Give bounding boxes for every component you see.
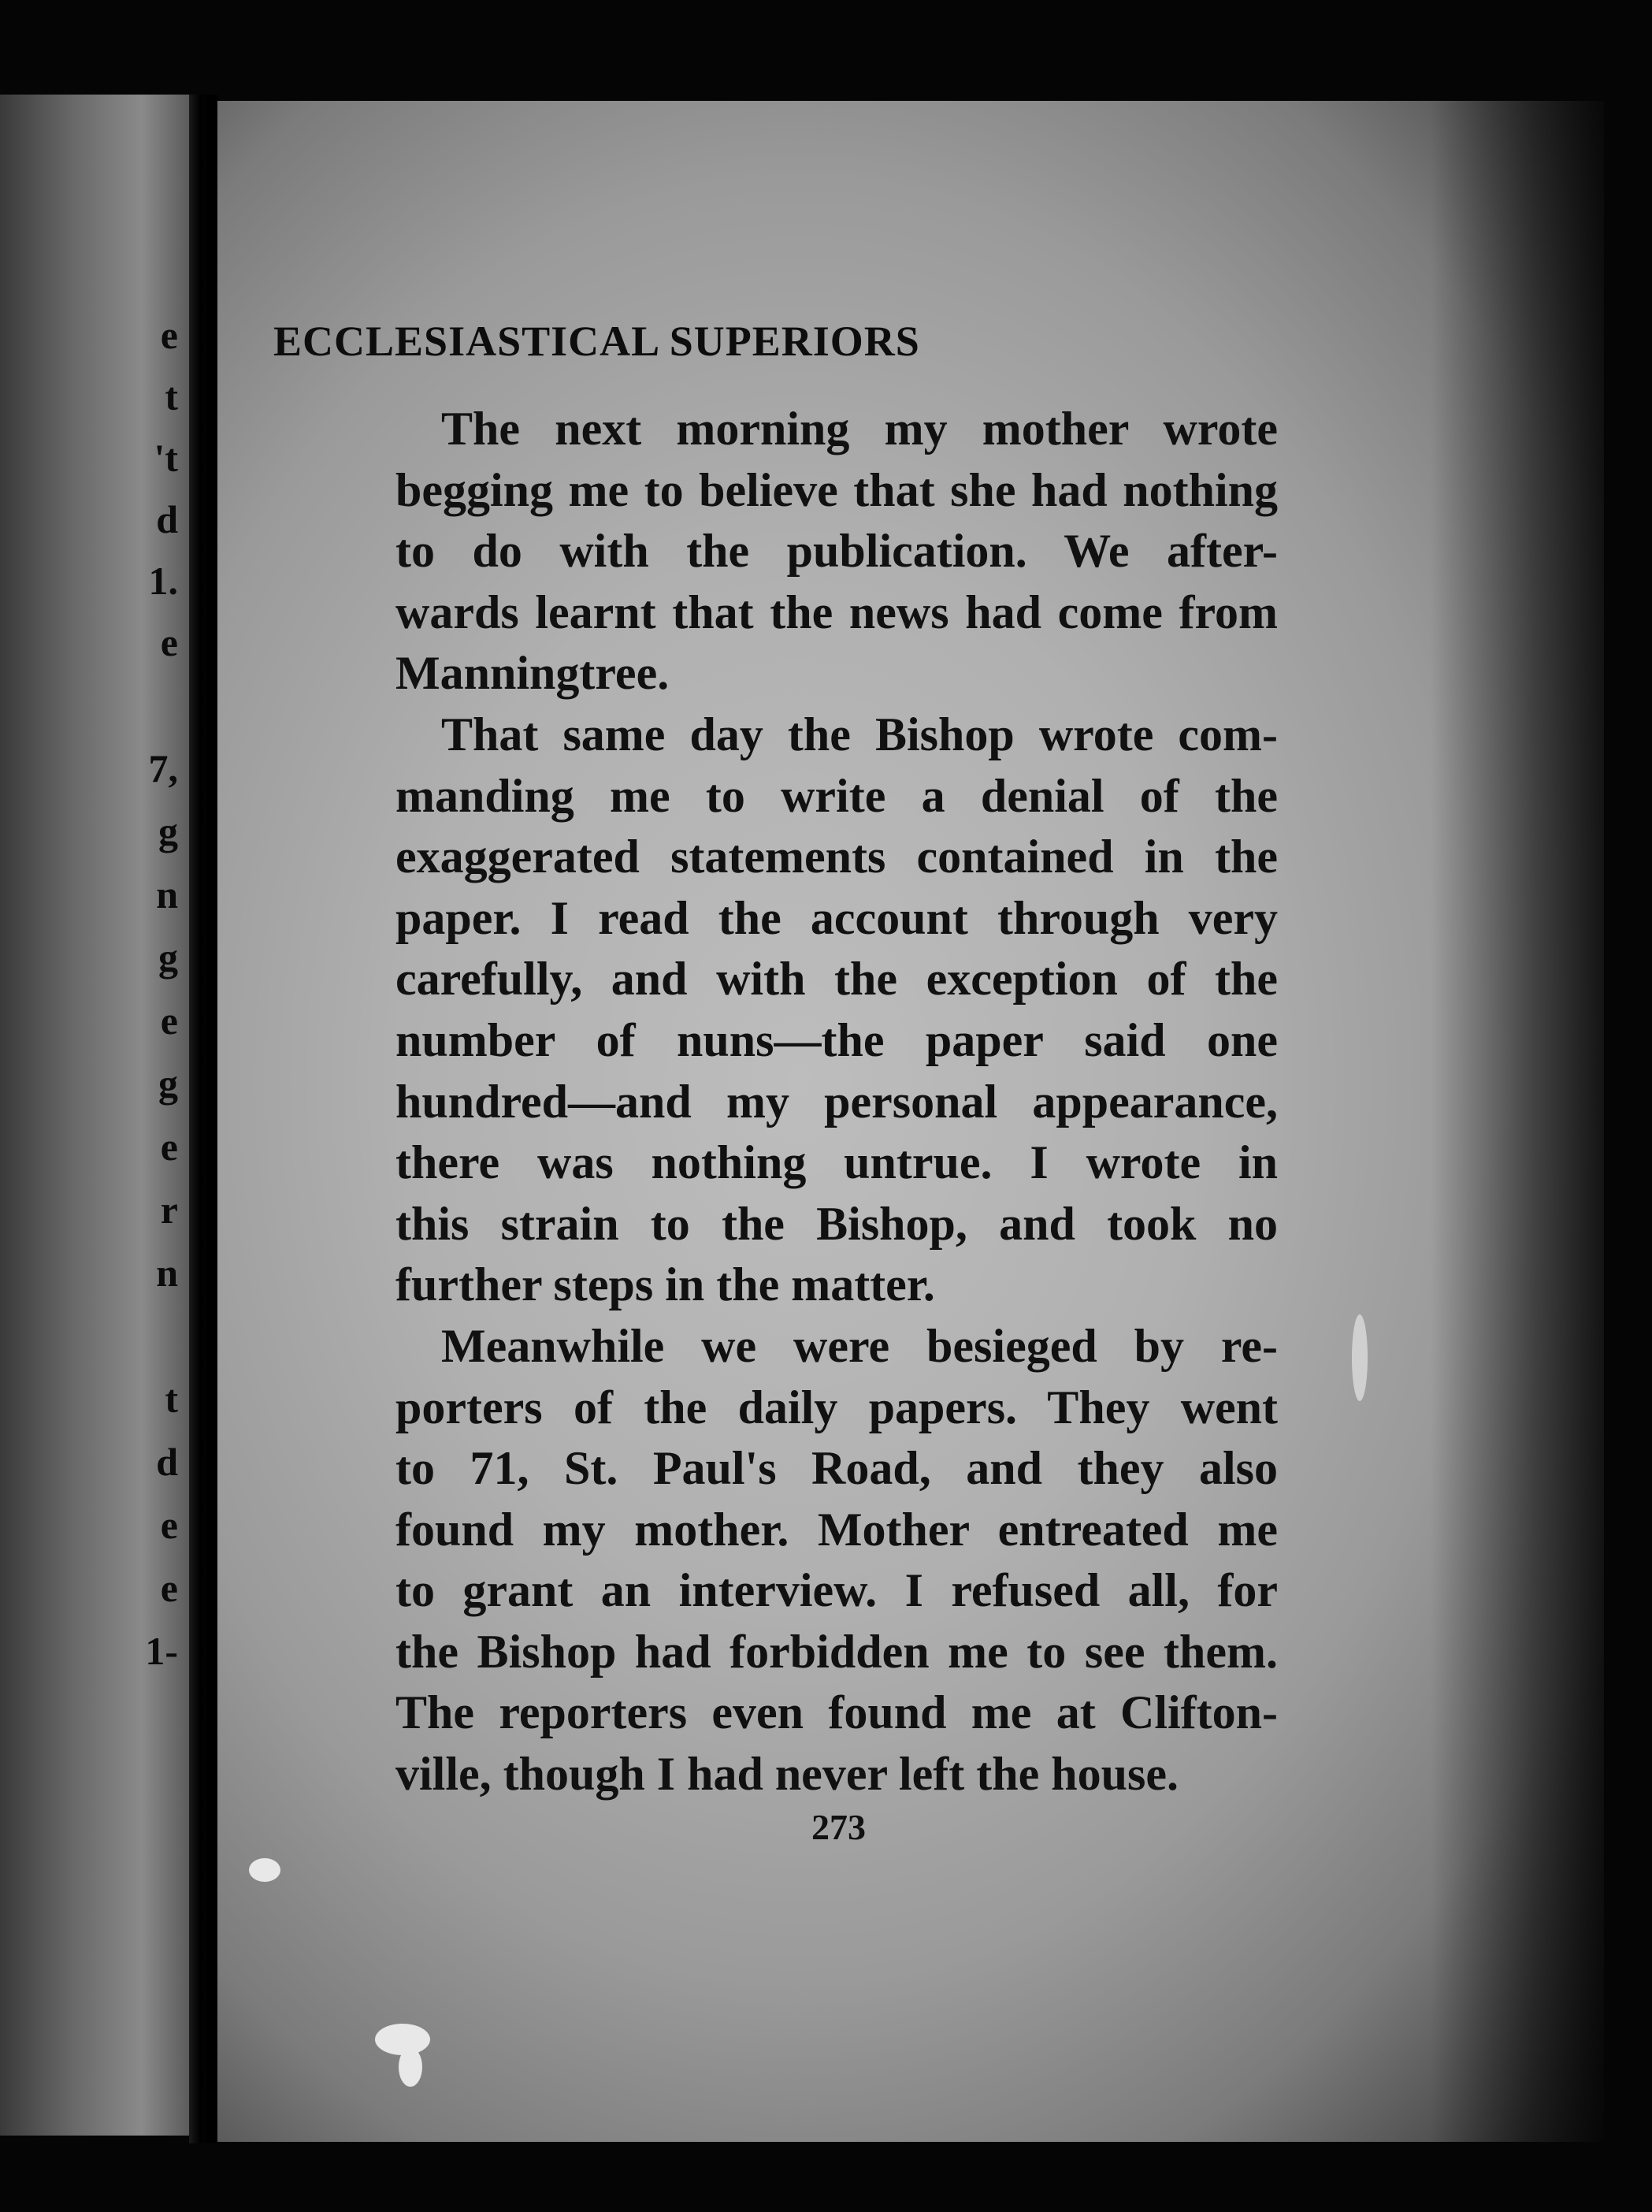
facing-page-edge [0,95,189,2136]
text-line: carefully, and with the exception of the [395,953,1278,1006]
text-line: there was nothing untrue. I wrote in [395,1136,1278,1189]
text-line: porters of the daily papers. They went [395,1381,1278,1433]
paragraph [395,704,1278,1316]
body-text [395,399,1278,1805]
text-line: to do with the publication. We after- [395,525,1278,578]
page-number: 273 [811,1807,866,1847]
text-line: hundred—and my personal appearance, [395,1075,1278,1128]
text-line: Manningtree. [395,647,670,700]
gutter-shadow [206,95,217,2143]
paragraph [395,399,1278,704]
facing-page-fragment: n [156,1251,178,1295]
text-line: The next morning my mother wrote [441,403,1278,455]
text-line: further steps in the matter. [395,1258,935,1311]
text-line: That same day the Bishop wrote com- [441,708,1278,760]
facing-page-fragment: g [158,809,178,853]
facing-page-fragment: e [160,1503,178,1547]
facing-page-fragment: 7, [148,746,178,790]
text-line: exaggerated statements contained in the [395,831,1278,883]
facing-page-fragment: e [160,998,178,1043]
text-line: found my mother. Mother entreated me [395,1503,1278,1556]
facing-page-fragment: 1- [145,1629,178,1673]
facing-page-fragment: r [160,1188,178,1232]
text-line: to grant an interview. I refused all, for [395,1564,1278,1617]
facing-page-fragment: 1. [148,559,178,603]
text-line: begging me to believe that she had nothing [395,463,1278,516]
text-line: the Bishop had forbidden me to see them. [395,1625,1278,1678]
text-line: Meanwhile we were besieged by re- [441,1319,1278,1372]
facing-page-fragment: t [165,1377,178,1421]
text-line: The reporters even found me at Clifton- [395,1686,1278,1739]
text-line: ville, though I had never left the house. [395,1748,1179,1801]
text-line: wards learnt that the news had come from [395,586,1278,638]
facing-page-fragment: e [160,1566,178,1610]
paragraph [395,1316,1278,1805]
facing-page-fragment: d [156,497,178,541]
facing-page-fragment: e [160,313,178,357]
facing-page-fragment: e [160,620,178,664]
facing-page-fragment: 't [154,436,178,480]
running-head: ECCLESIASTICAL SUPERIORS [273,318,920,365]
facing-page-fragment: g [158,1061,178,1106]
facing-page-fragment: n [156,872,178,916]
text-line: this strain to the Bishop, and took no [395,1197,1278,1250]
text-line: paper. I read the account through very [395,891,1278,944]
text-line: number of nuns—the paper said one [395,1013,1278,1066]
facing-page-fragment: g [158,935,178,980]
facing-page-fragment: e [160,1125,178,1169]
text-line: manding me to write a denial of the [395,769,1278,822]
text-line: to 71, St. Paul's Road, and they also [395,1442,1278,1495]
facing-page-fragment: d [156,1440,178,1484]
facing-page-fragment: t [165,374,178,418]
